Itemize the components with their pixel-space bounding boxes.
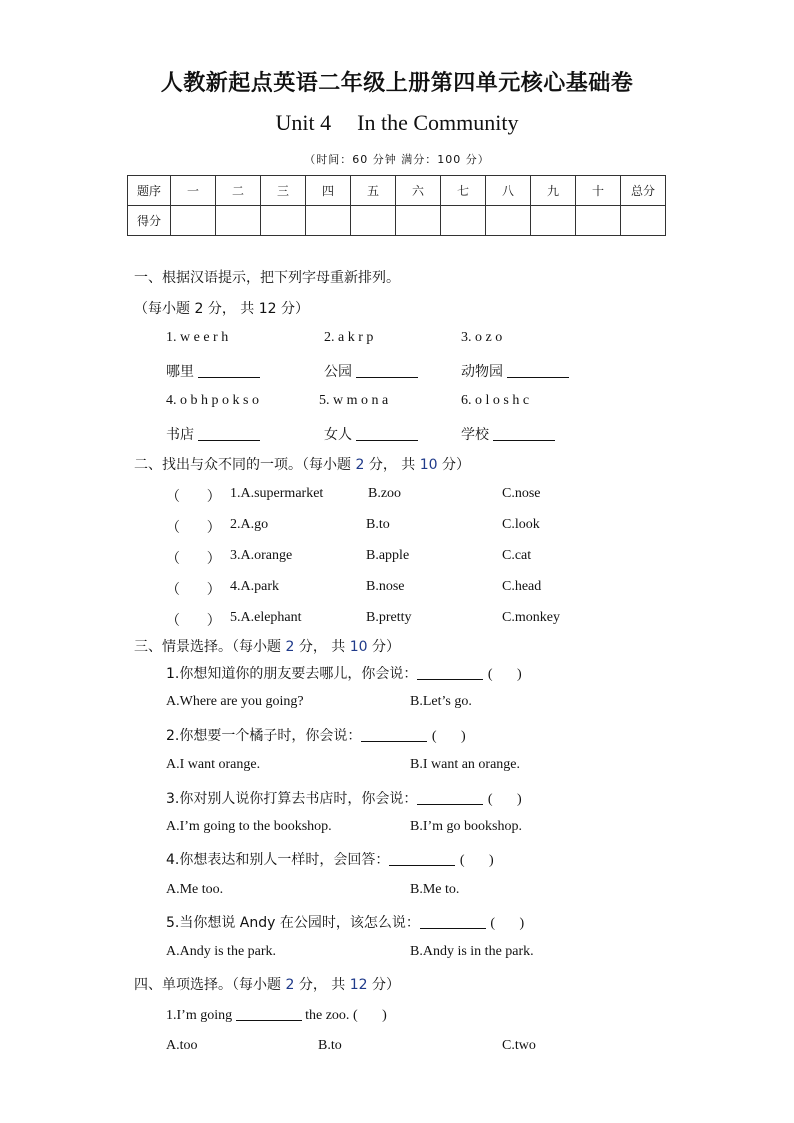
scramble-letters: 3. o z o xyxy=(461,330,503,345)
answer-paren[interactable]: ( ) xyxy=(487,792,522,807)
score-col-6: 六 xyxy=(396,176,441,206)
section2-title: 二、找出与众不同的一项。（每小题 2 分， 共 10 分） xyxy=(134,457,471,473)
answer-blank[interactable] xyxy=(507,363,569,378)
question: 5.当你想说 Andy 在公园时，该怎么说： ( ) xyxy=(166,915,525,931)
score-col-3: 三 xyxy=(261,176,306,206)
option-b: B.Andy is in the park. xyxy=(410,944,534,959)
option-b: B.nose xyxy=(366,579,405,594)
exam-title: 人教新起点英语二年级上册第四单元核心基础卷 xyxy=(160,71,634,96)
option-b: B.zoo xyxy=(368,486,402,501)
score-cell-total[interactable] xyxy=(621,206,666,236)
option-a: 5.A.elephant xyxy=(230,610,302,625)
option-c: C.two xyxy=(502,1038,536,1053)
score-cell[interactable] xyxy=(351,206,396,236)
option-a: A.too xyxy=(166,1038,198,1053)
answer-blank[interactable] xyxy=(417,665,483,680)
score-row-label: 得分 xyxy=(128,206,171,236)
score-table-score-row xyxy=(128,206,666,236)
answer-blank[interactable] xyxy=(198,426,260,441)
question: 1.I’m going the zoo. ( ) xyxy=(166,1008,387,1023)
option-a: 4.A.park xyxy=(230,579,279,594)
section3-title: 三、情景选择。（每小题 2 分， 共 10 分） xyxy=(134,639,401,655)
option-c: C.monkey xyxy=(502,610,560,625)
question: 1.你想知道你的朋友要去哪儿，你会说： ( ) xyxy=(166,666,522,682)
score-cell[interactable] xyxy=(261,206,306,236)
option-a: A.Me too. xyxy=(166,882,224,897)
answer-paren[interactable]: ( ) xyxy=(431,729,466,744)
answer-blank[interactable] xyxy=(361,727,427,742)
unit-title: In the Community xyxy=(357,110,519,135)
option-a: 2.A.go xyxy=(230,517,269,532)
scramble-answer: 书店 xyxy=(166,424,260,444)
score-col-5: 五 xyxy=(351,176,396,206)
score-col-9: 九 xyxy=(531,176,576,206)
answer-blank[interactable] xyxy=(236,1006,302,1021)
score-table xyxy=(127,175,666,236)
score-col-4: 四 xyxy=(306,176,351,206)
option-a: A.I want orange. xyxy=(166,757,261,772)
option-c: C.cat xyxy=(502,548,532,563)
exam-meta: （时间：60 分钟 满分：100 分） xyxy=(304,153,490,166)
answer-blank[interactable] xyxy=(356,363,418,378)
score-cell[interactable] xyxy=(576,206,621,236)
option-a: A.I’m going to the bookshop. xyxy=(166,819,332,834)
option-a: 1.A.supermarket xyxy=(230,486,324,501)
option-a: 3.A.orange xyxy=(230,548,293,563)
score-table-header-row xyxy=(128,176,666,206)
scramble-letters: 1. w e e r h xyxy=(166,330,229,345)
answer-paren[interactable]: （ ） xyxy=(166,520,221,536)
question: 2.你想要一个橘子时，你会说： ( ) xyxy=(166,728,466,744)
score-row-label: 题序 xyxy=(128,176,171,206)
scramble-letters: 5. w m o n a xyxy=(319,393,389,408)
answer-blank[interactable] xyxy=(389,851,455,866)
option-b: B.Let’s go. xyxy=(410,694,472,709)
section1-title: 一、根据汉语提示，把下列字母重新排列。 xyxy=(134,270,400,286)
score-cell[interactable] xyxy=(441,206,486,236)
option-b: B.I’m go bookshop. xyxy=(410,819,522,834)
answer-paren[interactable]: ( ) xyxy=(487,667,522,682)
option-a: A.Where are you going? xyxy=(166,694,304,709)
option-b: B.pretty xyxy=(366,610,412,625)
answer-blank[interactable] xyxy=(420,914,486,929)
option-b: B.apple xyxy=(366,548,410,563)
section4-title: 四、单项选择。（每小题 2 分， 共 12 分） xyxy=(134,977,401,993)
answer-paren[interactable]: （ ） xyxy=(166,582,221,598)
scramble-answer: 公园 xyxy=(324,361,418,381)
score-col-2: 二 xyxy=(216,176,261,206)
option-c: C.look xyxy=(502,517,540,532)
score-cell[interactable] xyxy=(531,206,576,236)
option-c: C.nose xyxy=(502,486,541,501)
scramble-answer: 哪里 xyxy=(166,361,260,381)
option-a: A.Andy is the park. xyxy=(166,944,277,959)
answer-blank[interactable] xyxy=(356,426,418,441)
scramble-answer: 女人 xyxy=(324,424,418,444)
score-cell[interactable] xyxy=(306,206,351,236)
scramble-letters: 6. o l o s h c xyxy=(461,393,530,408)
score-cell[interactable] xyxy=(216,206,261,236)
score-col-7: 七 xyxy=(441,176,486,206)
score-col-total: 总分 xyxy=(621,176,666,206)
option-c: C.head xyxy=(502,579,542,594)
unit-number: Unit 4 xyxy=(275,110,332,135)
answer-paren[interactable]: （ ） xyxy=(166,551,221,567)
question: 4.你想表达和别人一样时，会回答： ( ) xyxy=(166,852,494,868)
score-cell[interactable] xyxy=(171,206,216,236)
answer-paren[interactable]: （ ） xyxy=(166,489,221,505)
answer-paren[interactable]: ( ) xyxy=(490,916,525,931)
answer-paren[interactable]: ( ) xyxy=(352,1008,387,1023)
section1-note: （每小题 2 分， 共 12 分） xyxy=(134,301,310,317)
scramble-answer: 动物园 xyxy=(461,361,569,381)
score-cell[interactable] xyxy=(396,206,441,236)
score-cell[interactable] xyxy=(486,206,531,236)
scramble-answer: 学校 xyxy=(461,424,555,444)
answer-blank[interactable] xyxy=(198,363,260,378)
answer-paren[interactable]: （ ） xyxy=(166,613,221,629)
scramble-letters: 2. a k r p xyxy=(324,330,374,345)
answer-paren[interactable]: ( ) xyxy=(459,853,494,868)
unit-heading xyxy=(0,110,794,136)
answer-blank[interactable] xyxy=(417,790,483,805)
option-b: B.Me to. xyxy=(410,882,460,897)
scramble-letters: 4. o b h p o k s o xyxy=(166,393,259,408)
option-b: B.to xyxy=(318,1038,342,1053)
score-col-10: 十 xyxy=(576,176,621,206)
score-col-1: 一 xyxy=(171,176,216,206)
option-b: B.I want an orange. xyxy=(410,757,521,772)
option-b: B.to xyxy=(366,517,390,532)
score-col-8: 八 xyxy=(486,176,531,206)
answer-blank[interactable] xyxy=(493,426,555,441)
question: 3.你对别人说你打算去书店时，你会说： ( ) xyxy=(166,791,522,807)
